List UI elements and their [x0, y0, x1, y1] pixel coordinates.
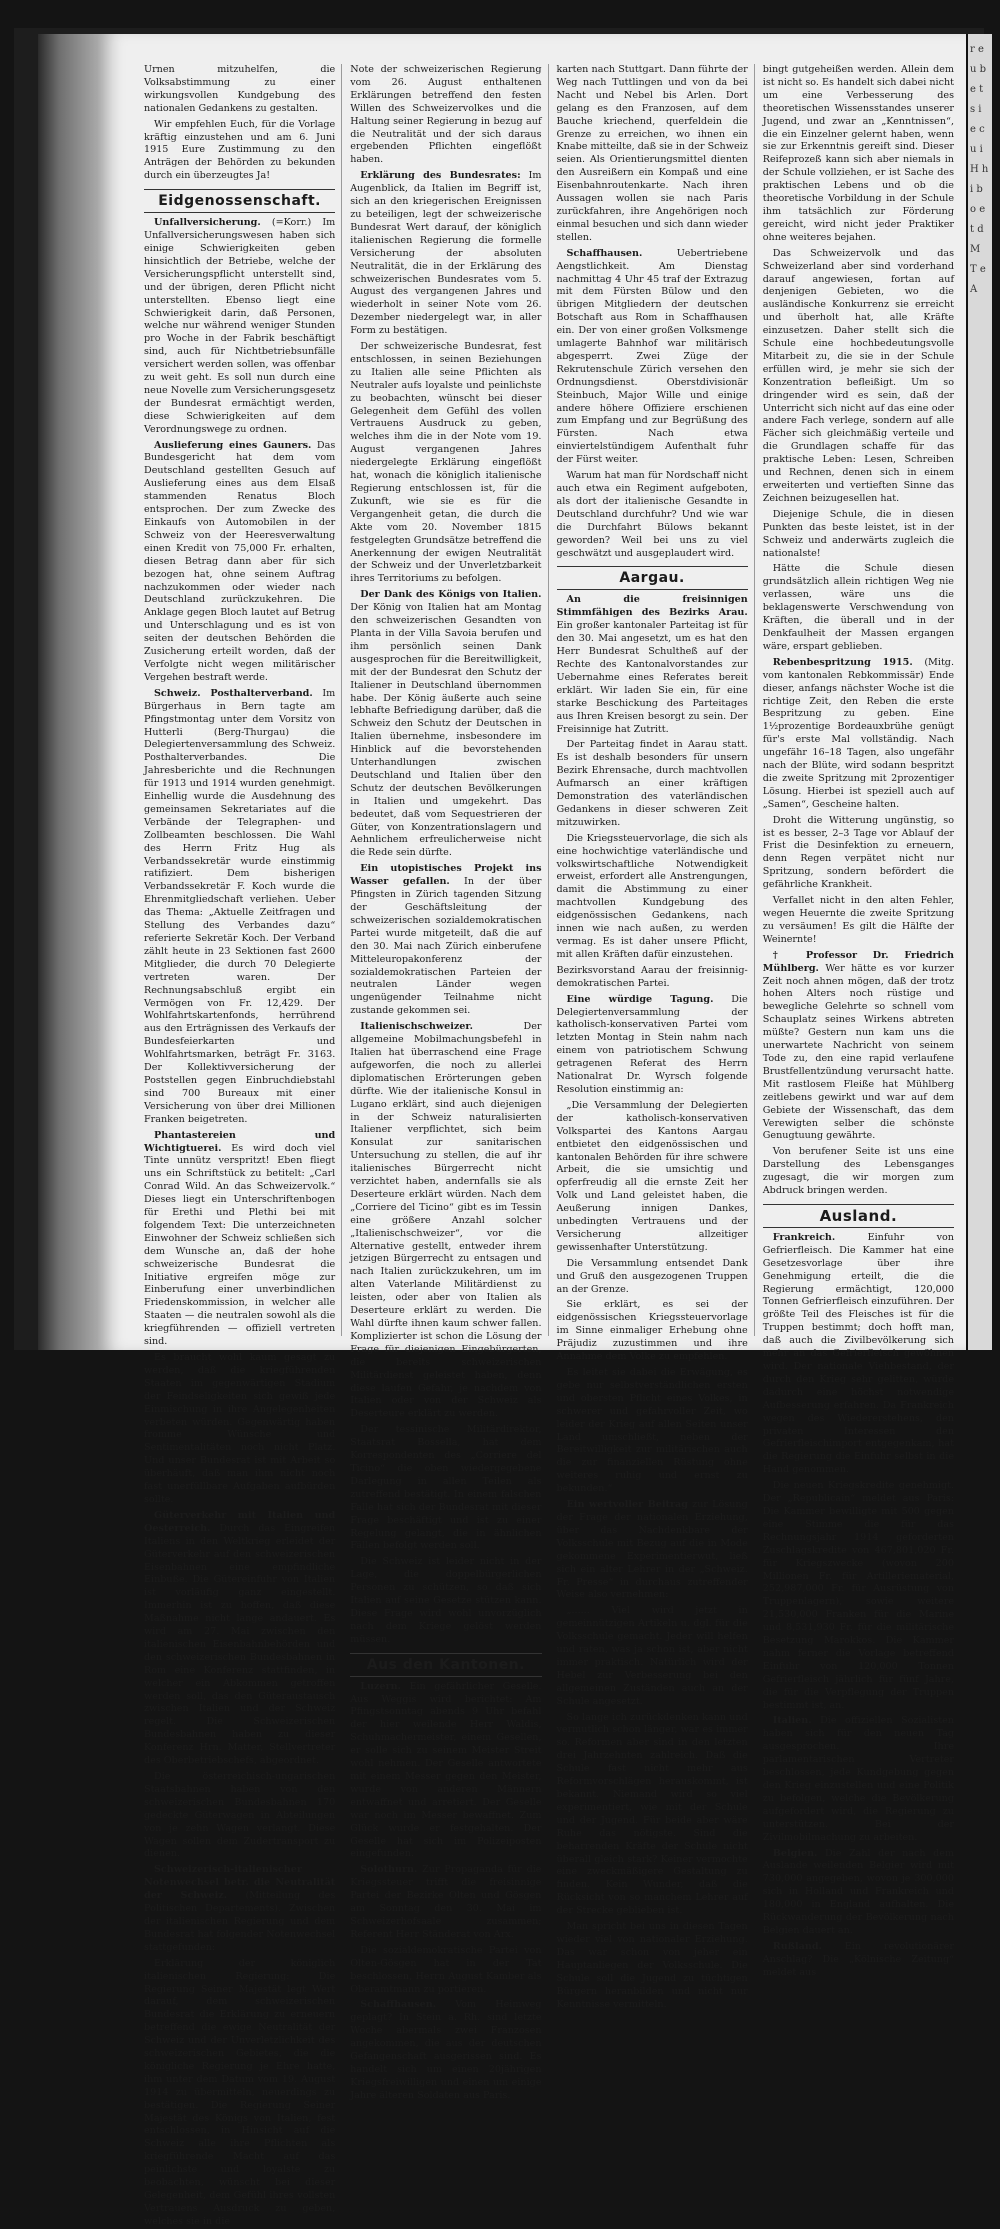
paragraph-lead: Frankreich. [772, 1231, 836, 1243]
article-paragraph [144, 1864, 335, 1954]
article-paragraph [763, 509, 954, 561]
next-page-edge [966, 34, 992, 1350]
paragraph-text: Bezirksvorstand Aarau der freisinnig-demokratischen Partei. [556, 964, 748, 989]
paragraph-text: Ein revolutionärer Anschlag? Die „Kölnische Zeitung“ meldet aus [762, 1940, 954, 1978]
paragraph-lead: Belgien. [772, 1847, 818, 1859]
paragraph-text: Durch das Eingreifen Italiens in den Weltkrieg erleidet der Güterverkehr auf den schweizerischen Eisenbahnen eine empfindliche Einbuße. Die Gütereinfuhr von Italien ist vorläufig ganz eingestellt. Immerhin ist zu hoffen, daß diese Maßnahme nicht lange andauert. Es wird am 27. Mai zwischen den italienischen Eisenbahnbehörden und den schweizerischen Bundesbahnen in Rom eine Konferenz stattfinden, in welcher ein Abkommen getroffen werden soll, das den Güteraustausch zwischen Italien und der Schweiz regelt. Die Schweizerischen Bundesbahnen haben zu dieser Konferenz Hrn. Matter, Stellvertreter des Oberbetriebschefs, abgeordnet. [144, 1522, 336, 1767]
article-paragraph [763, 1232, 954, 1477]
article-paragraph [350, 589, 541, 860]
paragraph-text: Zur Propaganda für die Kriegssteuer trifft die freisinnige Partei der Bezirke Olten und Gösgen am Sonntag den 30. Mai im Schweizerhofsaale zusammen; Referent Herr Ständerat von Arx. [350, 1864, 542, 1940]
article-paragraph [557, 1921, 748, 2011]
paragraph-text: Hätte die Schule diesen grundsätzlich allein richtigen Weg nie verlassen, wäre uns die beklagenswerte Verschwendung von Kräften, die überall und in der Denkfaulheit der Massen ergangen wäre, erspart geblieben. [762, 563, 954, 652]
paragraph-text: Verfallet nicht in den alten Fehler, wegen Heuernte die zweite Spritzung zu versäumen! Es gilt die Hälfte der Weinernte! [762, 895, 954, 945]
paragraph-text: Der König von Italien hat am Montag den schweizerischen Gesandten von Planta in der Villa Savoia berufen und ihm persönlich seinen Dank ausgesprochen für die Bereitwilligkeit, mit der der Bundesrat den Schutz der Italiener in Deutschland übernommen habe. Der König äußerte auch seine lebhafte Befriedigung darüber, daß die Schweiz den Schutz der Deutschen in Italien übernehme, insbesondere im Hinblick auf die bevorstehenden Unterhandlungen zwischen Deutschland und Italien über den Schutz der deutschen Bevölkerungen in Italien und umgekehrt. Das bedeutet, daß vom Sequestrieren der Güter, von Konzentrationslagern und Aehnlichem erfreulicherweise nicht die Rede sein dürfte. [350, 602, 542, 859]
article-paragraph [144, 1771, 335, 1861]
article-paragraph [557, 470, 748, 560]
paragraph-lead: Schweizerisch-italienischer Notenwechsel betr. die Neutralität der Schweiz. [144, 1864, 336, 1902]
paragraph-lead: Phantastereien und Wichtigtuerei. [144, 1129, 336, 1154]
paragraph-text: Von berufener Seite ist uns eine Darstellung des Lebensganges zugesagt, die wir morgen zum Abdruck bringen werden. [762, 1146, 954, 1197]
section-heading: Aargau. [557, 566, 748, 590]
paragraph-text: In der über Pfingsten in Zürich tagenden Sitzung der Geschäftsleitung der schweizerischen sozialdemokratischen Partei wurde mitgeteilt, daß die auf den 30. Mai nach Zürich einberufene Mitteleuropakonferenz der sozialdemokratischen Parteien der neutralen Länder wegen ungenügender Teilnahme nicht zustande gekommen sei. [350, 876, 542, 1017]
paragraph-text: Ein großer kantonaler Parteitag ist für den 30. Mai angesetzt, um es hat den Herr Bundesrat Schultheß auf der Rechte des Kantonalvorstandes zur Uebernahme eines Referates bereit erklärt. Wir laden Sie ein, für eine starke Beschickung des Parteitages aus Ihren Kreisen besorgt zu sein. Der Freisinnige hat Zutritt. [556, 620, 748, 735]
article-paragraph [350, 64, 541, 167]
paragraph-lead: Solothurn. [360, 1864, 418, 1876]
paragraph-text: Im Bürgerhaus in Bern tagte am Pfingstmontag unter dem Vorsitz von Hutterli (Berg-Thurgau) die Delegiertenversammlung des Schweiz. Posthalterverbandes. Die Jahresberichte und die Rechnungen für 1913 und 1914 wurden genehmigt. Einhellig wurde die Ausdehnung des gemeinsamen Sekretariates auf die Verbände der Telegraphen- und Zollbeamten beschlossen. Die Wahl des Herrn Fritz Hug als Verbandssekretär wurde einstimmig ratifiziert. Dem bisherigen Verbandssekretär F. Koch wurde die Ehrenmitgliedschaft verliehen. Ueber das Thema: „Aktuelle Zeitfragen und Stellung des Verbandes dazu“ referierte Sekretär Koch. Der Verband zählt heute in 23 Sektionen fast 2600 Mitglieder, die durch 70 Delegierte vertreten waren. Der Rechnungsabschluß ergibt ein Vermögen von Fr. 12,429. Der Wohlfahrtskartenfonds, herrührend aus den Erträgnissen des Verkaufs der Bundesfeierkarten und Wohlfahrtsmarken, beträgt Fr. 3163. Der Kollektivversicherung der Poststellen gegen Einbruchdiebstahl sind 700 Bureaux mit einer Versicherung von über drei Millionen Franken beigetreten. [144, 687, 336, 1125]
paragraph-text: Wir empfehlen Euch, für die Vorlage kräftig einzustehen und am 6. Juni 1915 Eure Zustimmung zu den Anträgen der Behörden zu bekunden durch ein überzeugtes Ja! [144, 118, 336, 182]
article-paragraph [350, 1864, 541, 1941]
paragraph-text: Es braucht wohl kaum gesagt zu werden, daß die kriegführenden Staaten im gegenwärtigen Stadium der Feindseligkeiten sich gewiß jede Einmischung in ihre Angelegenheiten verbeten würden. Gegenwärtig haben fromme Wünsche und Sentimentalitäten noch nicht Platz. Und unser Bundesrat ist mit Arbeit so überhäuft, daß man ihm nicht noch fast unerfüllbare Aufgaben aufbürden sollte. [144, 1352, 336, 1505]
article-paragraph [144, 64, 335, 116]
article-paragraph [350, 341, 541, 586]
article-paragraph [557, 64, 748, 245]
article-paragraph [557, 965, 748, 991]
paragraph-text: Das Schweizervolk und das Schweizerland aber sind vorderhand darauf angewiesen, fortan auf denjenigen Gebieten, wo die ausländische Konkurrenz sie erreicht und überholt hat, alle Kräfte einzusetzen. Daher stellt sich die Schule eine hochbedeutungsvolle Mitarbeit zu, die sie in der Schule erfüllen wird, je mehr sie sich der Konzentration befleißigt. Um so dringender wird es sein, daß der Unterricht sich nicht auf das eine oder andere Fach verlege, sondern auf alle Fächer sich gleichmäßig verteile und die Grundlagen schaffe für das praktische Leben: Lesen, Schreiben und Rechnen, denen sich in einem erweiterten und vertieften Sinne das Zeichnen beizugesellen hat. [762, 247, 954, 504]
article-paragraph [144, 688, 335, 1127]
section-heading: Eidgenossenschaft. [144, 189, 335, 213]
paragraph-text: bingt gutgeheißen werden. Allein dem ist nicht so. Es handelt sich dabei nicht um eine Verbesserung des theoretischen Wissensstandes unserer Jugend, und zwar an „Kenntnissen“, die ein Einzelner gelernt haben, wenn sie zur Erkenntnis gereift sind. Dieser Reifeprozeß kann sich aber niemals in der Schule vollziehen, er ist Sache des praktischen Lebens und ob die theoretische Vorbildung in der Schule ihm tatsächlich zur Förderung gereicht, wird nicht jeder Praktiker ohne weiteres bejahen. [762, 64, 954, 243]
next-page-fragments: r e u b e t s i e c u i H h i b o e t d M T e A [970, 44, 989, 295]
article-paragraph [557, 1299, 748, 1364]
section-heading: Aus den Kantonen. [350, 1653, 541, 1677]
article-paragraph [763, 815, 954, 892]
article-paragraph [350, 1556, 541, 1646]
article-paragraph [557, 1499, 748, 1602]
article-paragraph [144, 217, 335, 436]
paragraph-text: Der schweizerische Bundesrat, fest entschlossen, in seinen Beziehungen zu Italien alle seine Pflichten als Neutraler aufs loyalste und peinlichste zu beobachten, wünscht bei dieser Gelegenheit dem Gefühl des vollen Vertrauens Ausdruck zu geben, welches ihm die in der Note vom 19. August vergangenen Jahres niedergelegte Erklärung eingeflößt hat, wonach die königlich italienische Regierung entschlossen ist, für die Zukunft, wie sie es für die Vergangenheit getan, die durch die Akte vom 20. November 1815 festgelegten Grundsätze betreffend die Anerkennung der ewigen Neutralität der Schweiz und der Unverletzbarkeit ihres Territoriums zu befolgen. [350, 341, 542, 585]
article-paragraph [350, 170, 541, 338]
article-paragraph [557, 1712, 748, 1919]
paragraph-lead: Ein wertvoller Beitrag [566, 1499, 688, 1511]
paragraph-lead: Schaffhausen. [566, 247, 643, 259]
article-paragraph [763, 950, 954, 1144]
paragraph-lead: Eine würdige Tagung. [566, 993, 714, 1005]
article-paragraph [557, 1100, 748, 1255]
paragraph-text: Die neuen Kriegskredite genehmigt. Der „Republicain“ meldet aus Paris: Die Kammer bewilligte mit 500 gegen eine Stimme die für das Rechnungsjahr 1914 geforderten Zuschlagskredite von 467,801,020 Fr. für Kriegszwecke (wovon 200 Millionen Fr. für Artilleriematerial, 252,987,000 Fr. für Ausrüstung von Truppenlagern), sowie weitere 21,530,000 Franken für die Marine und 8,531,930 Fr. für die militärische Besetzung Marokkos. Die Kammer nahm ferner die Vorlage betreffend Einfuhr von 120,000 Tonnen Gefrierfleisch jährlich für fünf Jahre, die für die Verpflegung der Truppen bestimmt ist, an. [762, 1480, 954, 1711]
section-heading: Ausland. [763, 1204, 954, 1228]
article-paragraph [763, 1480, 954, 1712]
article-paragraph [557, 1605, 748, 1708]
paragraph-text: Im Augenblick, da Italien im Begriff ist, sich an den kriegerischen Ereignissen zu beteiligen, legt der schweizerische Bundesrat Wert darauf, der königlich italienischen Regierung die formelle Versicherung der absoluten Neutralität, die in der Erklärung des schweizerischen Bundesrates vom 5. August des vergangenen Jahres und wiederholt in seiner Note vom 26. Dezember niedergelegt war, in aller Form zu bestätigen. [350, 170, 542, 337]
article-paragraph [557, 1367, 748, 1496]
article-paragraph [350, 1021, 541, 1421]
paragraph-lead: † Professor Dr. Friedrich Mühlberg. [762, 949, 954, 974]
article-paragraph [763, 1715, 954, 1844]
paragraph-lead: Rußland. [772, 1940, 822, 1952]
paragraph-text: Der Parteitag findet in Aarau statt. Es ist deshalb besonders für unsern Bezirk Ehrensache, durch machtvollen Aufmarsch an einer kräftigen Demonstration des vaterländischen Gedankens in dieser schweren Zeit mitzuwirken. [556, 739, 748, 828]
paragraph-text: Uebertriebene Aengstlichkeit. Am Dienstag nachmittag 4 Uhr 45 traf der Extrazug mit dem Fürsten Bülow und den übrigen Mitgliedern der deutschen Botschaft aus Rom in Schaffhausen ein. Der von einer großen Volksmenge umlagerte Bahnhof war militärisch abgesperrt. Zwei Züge der Rekrutenschule Zürich versehen den Ordnungsdienst. Oberstdivisionär Steinbuch, Major Wille und einige andere höhere Offiziere erschienen zum Empfang und zur Begrüßung des Fürsten. Nach etwa einviertelstündigem Aufenthalt fuhr der Fürst weiter. [556, 247, 748, 466]
newspaper-page [98, 34, 966, 2227]
article-paragraph [557, 248, 748, 467]
column-1 [144, 64, 342, 2227]
paragraph-text: Die sozialdemokratische Partei von Olten-Gösgen hat in der Tat beschlossen, Herrn August Kamber als Oberamtmann zu portieren. [350, 1944, 542, 1995]
article-paragraph [763, 563, 954, 653]
article-paragraph [763, 657, 954, 812]
paragraph-text: Es wird doch viel Tinte unnütz verspritzt! Eben fliegt uns ein Schriftstück zu betitelt: „Carl Conrad Wild. An das Schweizervolk.“ Dieses liegt ein Unterschriftenbogen für Erethi und Plethi bei mit folgendem Text: Die unterzeichneten Einwohner der Schweiz schließen sich dem Wunsche an, daß der hohe schweizerische Bundesrat die Initiative ergreifen möge zur Einberufung einer unverbindlichen Friedenskommission, in welcher alle Staaten — die neutralen sowohl als die kriegführenden — offiziell vertreten sind. [144, 1142, 336, 1348]
paragraph-lead: An die freisinnigen Stimmfähigen des Bezirks Arau. [556, 594, 748, 619]
paragraph-text: Diejenige Schule, die in diesen Punkten das beste leistet, ist in der Schweiz und anderwärts zugleich die nationalste! [762, 508, 954, 559]
article-paragraph [144, 1510, 335, 1768]
paragraph-text: (Mitteilung des Politischen Departements). Zwischen der italienischen Regierung und dem Bundesrat hat folgender Notenwechsel stattgefunden: [144, 1890, 336, 1953]
paragraph-text: Sie erklärt, es sei der eidgenössischen Kriegssteuervorlage im Sinne einmaliger Erhebung ohne Präjudiz zuzustimmen und ihre Annahme dem Volke zu empfehlen. [556, 1299, 748, 1363]
paragraph-text: (Mitg. vom kantonalen Rebkommissär) Ende dieser, anfangs nächster Woche ist die richtige Zeit, den Reben die erste Bespritzung zu geben. Eine 1½prozentige Bordeauxbrühe genügt für's erste Mal vollständig. Nach ungefähr 16–18 Tagen, also ungefähr nach der Blüte, wird sodann bespritzt die zweite Spritzung mit 2prozentiger Lösung. Hierbei ist speziell auch auf „Samen“, Gescheine halten. [762, 656, 954, 810]
paragraph-text: Das Bundesgericht hat dem vom Deutschland gestellten Gesuch auf Auslieferung eines aus dem Elsaß stammenden Renatus Bloch entsprochen. Der zum Zwecke des Einkaufs von Automobilen in der Schweiz von der Heeresverwaltung einen Kredit von 75,000 Fr. erhalten, diesen Betrag dann aber für sich bezogen hat, ohne seinem Auftrag nachzukommen oder wieder nach Deutschland zurückzukehren. Die Anklage gegen Bloch lautet auf Betrug und Unterschlagung und es ist von seiten der deutschen Behörden die Zusicherung erteilt worden, daß der Verfolgte nicht wegen militärischer Vergehen bestraft werde. [144, 439, 336, 683]
article-paragraph [763, 895, 954, 947]
paragraph-text: Die Delegiertenversammlung der katholisch-konservativen Partei vom letzten Montag in Stein nahm nach einem von patriotischem Schwung getragenen Referat des Herrn Nationalrat Dr. Wyrsch folgende Resolution einstimmig an: [556, 993, 748, 1095]
column-2 [350, 64, 548, 2101]
paragraph-lead: Rebenbespritzung 1915. [772, 656, 913, 668]
article-paragraph [557, 594, 748, 736]
paragraph-text: Die österreichisch-ungarischen Staatsbahnen haben von den schweizerischen Bundesbahnen 170 gedeckte Güterwagen in Abteilungen von je zehn Wagen verlangt. Diese Wagen sollen dem Zudertransport zu dienen. [144, 1771, 336, 1860]
article-paragraph [350, 1424, 541, 1553]
article-paragraph [763, 1146, 954, 1198]
column-3 [556, 64, 755, 2010]
paragraph-text: Ein gefährlicher Geselle. Aus Weggis wird berichtet: Am Pfingstsonntag abends 9 Uhr befahl der hier weilende Herr Waldis, Schuhmachermeister, einem Gesellen, er solle sich zu seinem Meister Streit wohl nehmen. Der Geselle antwortete mit einem Messer gegen den Meister, wurde von anderen Männern entwaffnet und arretiert. Der Geselle war noch im Messer bewaffnet. Zum Glück wurde er festgehalten. Der Geselle hat sich im Polizeiposten eingefunden. [350, 1680, 542, 1860]
article-paragraph [350, 1999, 541, 2102]
paragraph-lead: Auslieferung eines Gauners. [154, 439, 312, 451]
paragraph-text: Der tessinische Militärdirektor, Staatsrat Bossella, hat dem Korrespondenten des „Corriere del Ticino“ die oben wiedergegebene Darlegung in allen Teilen als zutreffend bestätigt. In einem falschen Falle hat sich der Bundesrat mit dieser Frage beschäftigt und ist zu einer Regelung gelangt, die in ähnlichen Fällen befolgt werden soll. [350, 1424, 542, 1552]
paragraph-text: Erklärung der königlich italienischen Regierung: Die Regierung Seiner Majestät legt Wert darauf, dem schweizerischen Bundesrat die Erklärung zu erneuern betreffend die ewige Neutralität der Schweiz und der Unverletzlichkeit des schweizerischen Gebietes, die die königliche Regierung je Ehre hatte, ihm unter dem Datum vom 19. August 1914 zu übermitteln, neuerdings zu bestätigen. Die Regierung Seiner Majestät des Königs von Italien, fest entschlossen, in Hinsicht auf die Schweiz alle ihre Pflichten als kriegführende Macht auf das peinlichste und loyalste zu beobachten, wünscht bei dieser Gelegenheit, dem Gefühl ihres vollsten Vertrauens Ausdruck zu geben, welches sie in die [144, 1957, 336, 2227]
paragraph-lead: Erklärung des Bundesrates: [360, 170, 521, 182]
paragraph-text: „...... Viel wird jetzt in gemeinnützigen Artikeln u. dgl. für die Volksschule gemacht. Jeder will helfen und raten, was ja schon ist, aber nicht immer praktisch. Natürlich wird der Hebel zur Verbesserung bei den allgemeinen Zuständen auch an der Schule angesetzt. [556, 1605, 748, 1707]
paragraph-text: Die offiziellen Sozialisten haben sich für den neuen Tag ausgesprochen. Ihre parlamentarischen Vertreter beschlossen, jede Kundgebung gegen den Krieg einzustellen und eine Politik zu befolgen, welche die Bevölkerung aufgefordert wird, die Regierung zu unterstützen. Bei der Zivilmobilmachung zu arbeiten. [762, 1715, 954, 1843]
paragraph-text: Die Kriegssteuervorlage, die sich als eine hochwichtige vaterländische und volkswirtschaftliche Notwendigkeit erweist, erfordert alle Anstrengungen, damit die Abstimmung zu einer machtvollen Kundgebung des eidgenössischen Gedankens, nach innen wie nach außen, zu werden vermag. Es ist daher unsere Pflicht, mit allen Kräften dafür einzustehen. [556, 832, 748, 960]
article-paragraph [144, 119, 335, 184]
paragraph-text: Es leitet sie dabei die Erwägung, es gebe nur selbstverständlichen ersten und obersten Pflicht eines Volkes, in schwerer und gefahrvoller Zeit, wo leider der Krieg auf allen Seiten unser Land umschließt, neben der Bereitwilligkeit zur militärischen auch die zur finanziellen Rüstung ohne weiteres ruhig und ernst zu bekunden.“ [556, 1367, 748, 1495]
paragraph-text: Note der schweizerischen Regierung vom 26. August enthaltenen Erklärungen betreffend den festen Willen des Schweizervolkes und die Haltung seiner Regierung in bezug auf die Neutralität und der sich daraus ergebenden Pflichten eingeflößt haben. [350, 64, 542, 166]
article-paragraph [763, 1848, 954, 1938]
paragraph-text: „Die Versammlung der Delegierten der katholisch-konservativen Volkspartei des Kantons Aargau entbietet den eidgenössischen und kantonalen Behörden für ihre schwere Arbeit, die sie umsichtig und opferfreudig all die ernste Zeit her Volk und Land geleistet haben, die Aeußerung innigen Dankes, unbedingten Vertrauens und der Versicherung allzeitiger gewissenhafter Unterstützung. [556, 1099, 748, 1253]
paragraph-lead: Luzern. [360, 1680, 401, 1692]
paragraph-text: Droht die Witterung ungünstig, so ist es besser, 2–3 Tage vor Ablauf der Frist die Desinfektion zu erneuern, denn Regen verpätet nicht nur Spritzung, sondern befördert die gefährliche Krankheit. [762, 814, 954, 891]
paragraph-text: So lange ich zurückdenken kann und vermutlich schon länger, war es immer so. Reformen aber sind in den letzten drei Jahrzehnten zahlreich. Daß die Schule fast nicht mehr aus Reformvorschlägen herauskommt, ist bekannt. Niemand wird so viel experimentiert, wie mit der Schule und der Jugend. Für beide aber wäre Ruhe das nötigste. Sind die beharrenden Kräfte der Schule nicht überall gleich stark? Keiner vermochte eine zweckmäßigere Gestaltung zu finden. Kein Wunder, daß die Rücksicht von so manchem Lehrer auf der Strecke geblieben ist. [556, 1711, 748, 1917]
article-paragraph [557, 1258, 748, 1297]
paragraph-lead: Ein utopistisches Projekt ins Wasser gefallen. [350, 863, 542, 888]
article-paragraph [763, 1941, 954, 1980]
article-paragraph [557, 739, 748, 829]
article-paragraph [144, 1958, 335, 2229]
article-paragraph [763, 64, 954, 245]
article-paragraph [144, 1352, 335, 1507]
paragraph-text: karten nach Stuttgart. Dann führte der Weg nach Tuttlingen und von da bei Nacht und Nebel bis Arlen. Dort gelang es den Franzosen, auf dem Bauche kriechend, querfeldein die Grenze zu erreichen, wo ihnen ein Knabe mitteilte, daß sie in der Schweiz seien. Als Orientierungsmittel dienten den Ausreißern ein Kompaß und eine Eisenbahnroutenkarte. Nach ihren Aussagen wollen sie nach Paris zurückfahren, ihre Angehörigen noch einmal besuchen und sich dann wieder stellen. [556, 64, 748, 243]
paragraph-lead: Der Dank des Königs von Italien. [360, 589, 542, 601]
column-4 [762, 64, 954, 1978]
article-paragraph [557, 994, 748, 1097]
article-paragraph [144, 1130, 335, 1349]
paragraph-text: Die Schweiz ist leider nicht in der Lage, die doppelbürgerlichen Personen zu schützen, so daß sich Italien auf seine Gesetze stützen kann. Diese Frage wird wohl unvorzüglich nach dem Kriege gelöst werden müssen. [350, 1556, 542, 1645]
article-paragraph [144, 440, 335, 685]
article-paragraph [557, 833, 748, 962]
book-gutter [38, 34, 98, 1350]
paragraph-lead: Schweiz. Posthalterverband. [154, 687, 313, 699]
article-paragraph [350, 1945, 541, 1997]
paragraph-lead: Schaffhausen. [360, 1999, 437, 2011]
paragraph-text: Urnen mitzuhelfen, die Volksabstimmung zu einer wirkungsvollen Kundgebung des nationalen Gedankens zu gestalten. [144, 64, 336, 114]
paragraph-lead: Güterverkehr mit Italien und Oesterreich. [144, 1509, 336, 1534]
paragraph-text: Die Zahl der nach dem Auslande weilenden Belgier wird mit 730,000 angegeben, wovon je 300,000 sich in Holland und Frankreich und 180,000 in England aufhalten. Die Rückwanderung der Bevölkerung nach Belgien dauert an. [762, 1847, 954, 1936]
text-columns [144, 64, 954, 2227]
paragraph-text: (=Korr.) Im Unfallversicherungswesen haben sich einige Schwierigkeiten geben hinsichtlich der Betriebe, welche der Versicherungspflicht unterstellt sind, und der übrigen, deren Pflicht nicht unterstellten. Ebenso liegt eine Schwierigkeit darin, daß Personen, welche nur während weniger Stunden pro Woche in der Fabrik beschäftigt sind, auch für Nichtbetriebsunfälle versichert werden sollen, was offenbar zu weit geht. Es soll nun durch eine neue Novelle zum Versicherungsgesetz der Bundesrat ermächtigt werden, diese Schwierigkeiten auf dem Verordnungswege zu ordnen. [144, 217, 336, 435]
paragraph-text: Einfuhr von Gefrierfleisch. Die Kammer hat eine Gesetzesvorlage über ihre Genehmigung erteilt, die die Regierung ermächtigt, 120,000 Tonnen Gefrierfleisch einzuführen. Der größte Teil des Fleisches ist für die Truppen bestimmt; doch hofft man, daß auch die Zivilbevölkerung sich mehr an das Gefrierfleisch gewöhnen wird. Der nationale Viehbestand, der durch den Krieg sehr gelitten, würde dadurch eine höchst notwendige Aufbesserung erfahren. Da Frankreich wegen des Wiedererstehens, den privaten Interessen den Gefrierfleischimport entgegenkam, hat die Regierung die Einfuhr selbst in die Hand genommen. [762, 1231, 954, 1476]
paragraph-text: Warum hat man für Nordschaff nicht auch etwa ein Regiment aufgeboten, als dort der italienische Gesandte in Deutschland durchfuhr? Und wie war die Durchfahrt Bülows bekannt geworden? Weil bei uns zu viel geschwätzt und ausgeplaudert wird. [556, 470, 748, 559]
article-paragraph [350, 1681, 541, 1862]
paragraph-text: Man spricht bei uns in diesen Tagen wieder viel von nationaler Erziehung. Das war schon von jeher ein Hauptanliegen der Volksschule. Die Schule soll die Jugend zu tüchtigen Bürgern heranbilden und nicht nur Kenntnisse vermitteln. [556, 1921, 748, 2010]
paragraph-text: Vom Heimweg geplagt? In Stein a. Rh. sind letzte Woche abermals zwei Franzosen angekommen, die aus der deutschen Gefangenschaft ausgerissen sind. Es handelt sich um einen 20jährigen Kriegsfreiwilligen und einen um einige Jahre älteren Soldaten aus Paris. [350, 1999, 542, 2101]
article-paragraph [763, 248, 954, 506]
paragraph-text: Die Versammlung entsendet Dank und Gruß den ausgezogenen Truppen an der Grenze. [556, 1257, 748, 1295]
paragraph-lead: Italien. [772, 1715, 812, 1727]
article-paragraph [350, 863, 541, 1018]
paragraph-text: Wer hätte es vor kurzer Zeit noch ahnen mögen, daß der trotz hohen Alters noch rüstige und bewegliche Gelehrte so schnell vom Schauplatz seines Wirkens abtreten müßte? Gestern nun kam uns die unerwartete Nachricht von seinem Tode zu, den eine rapid verlaufene Brustfellentzündung verursacht hatte. Mit rastlosem Fleiße hat Mühlberg zeitlebens gewirkt und war auf dem Gebiete der Wissenschaft, das dem Verewigten selber die schönste Genugtuung gewährte. [762, 962, 954, 1142]
paragraph-lead: Italienischschweizer. [360, 1021, 473, 1033]
paragraph-lead: Unfallversicherung. [154, 217, 261, 229]
paragraph-text: zur Lösung der Frage der nationalen Erziehung, über das Nachdenkbare der Volksschule mit Bezug auf die in Mode gekommene Experimentierwut, ließ sich ein alter Lehrer in der „Schweiz. Fr. Presse“ in durchaus zutreffender Weise also vernehmen: [556, 1499, 748, 1601]
paragraph-text: Der allgemeine Mobilmachungsbefehl in Italien hat überraschend eine Frage aufgeworfen, die noch zu allerlei diplomatischen Erörterungen geben dürfte. Wie der italienische Konsul in Lugano erklärt, sind auch diejenigen in der Schweiz naturalisierten Italiener verpflichtet, sich beim Konsulat zur sanitarischen Untersuchung zu stellen, die auf ihr italienisches Bürgerrecht nicht verzichtet haben, andernfalls sie als Deserteure erklärt würden. Nach dem „Corriere del Ticino“ gibt es im Tessin eine größere Anzahl solcher „Italienischschweizer“, vor die Alternative gestellt, entweder ihrem jetzigen Bürgerrecht zu entsagen und nach Italien zurückzukehren, um im alten Vaterlande Militärdienst zu leisten, oder aber von Italien als Deserteure erklärt zu werden. Die Wahl dürfte ihnen kaum schwer fallen. Komplizierter ist schon die Lösung der Frage für diejenigen Eingebürgerten, die bereits schweizerischen Militärdienst geleistet haben, denn diese laufen Gefahr, je nachdem von Italien oder von der Schweiz als Deserteure erklärt zu werden. [350, 1021, 542, 1420]
